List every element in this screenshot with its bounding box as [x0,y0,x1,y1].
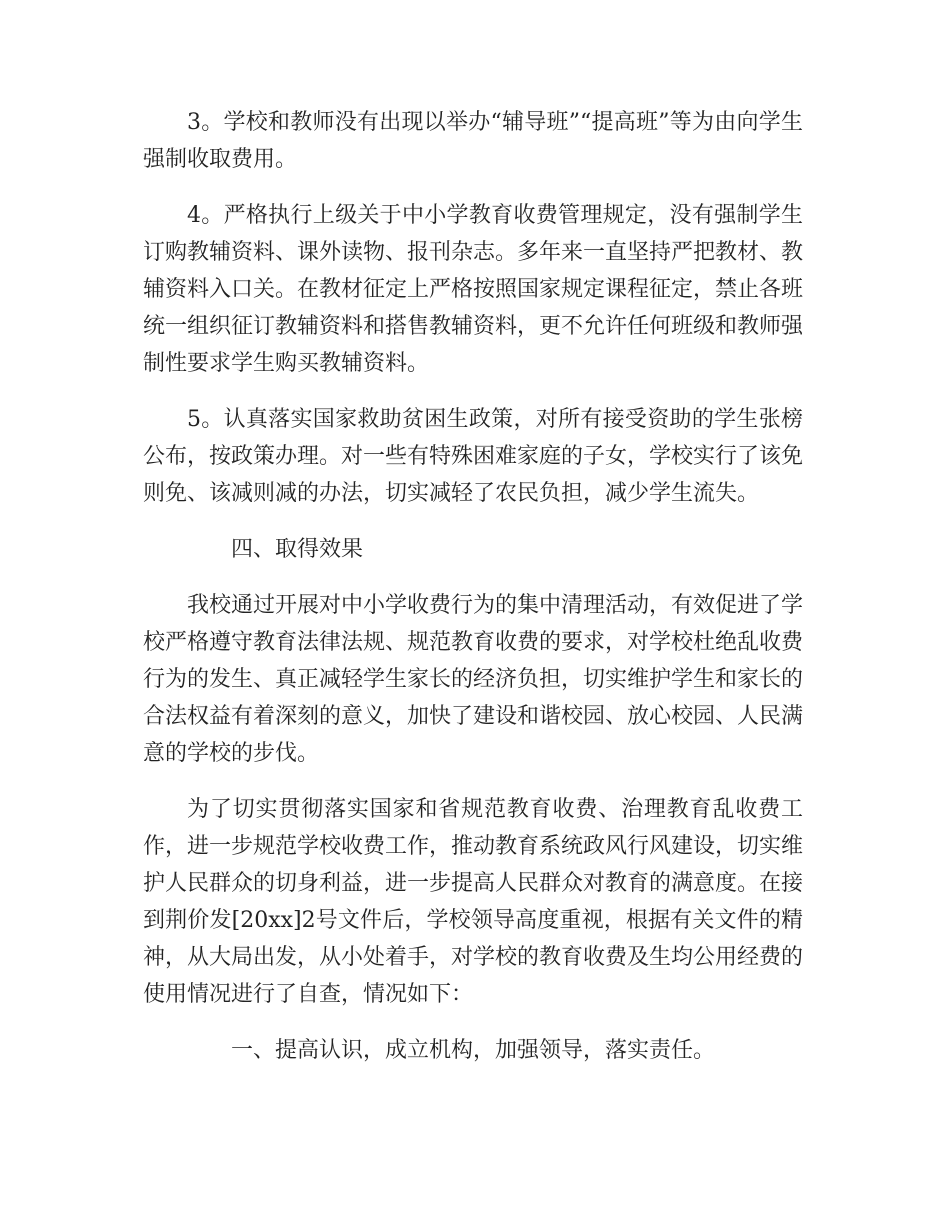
paragraph-item-3: 3。学校和教师没有出现以举办“辅导班”“提高班”等为由向学生强制收取费用。 [143,110,803,172]
paragraph-self-inspection-intro: 为了切实贯彻落实国家和省规范教育收费、治理教育乱收费工作，进一步规范学校收费工作，推动教育系统政风行风建设，切实维护人民群众的切身利益，进一步提高人民群众对教育的满意度。在接到荆价发[20xx]2号文件后，学校领导高度重视，根据有关文件的精神，从大局出发，从小处着手，对学校的教育收费及生均公用经费的使用情况进行了自查，情况如下： [143,797,804,1007]
paragraph-item-5: 5。认真落实国家救助贫困生政策，对所有接受资助的学生张榜公布，按政策办理。对一些有特殊困难家庭的子女，学校实行了该免则免、该减则减的办法，切实减轻了农民负担，减少学生流失。 [143,407,804,506]
section-heading-results: 四、取得效果 [231,537,364,562]
paragraph-results-summary: 我校通过开展对中小学收费行为的集中清理活动，有效促进了学校严格遵守教育法律法规、规范教育收费的要求，对学校杜绝乱收费行为的发生、真正减轻学生家长的经济负担，切实维护学生和家长的合法权益有着深刻的意义，加快了建设和谐校园、放心校园、人民满意的学校的步伐。 [143,593,804,766]
section-heading-awareness: 一、提高认识，成立机构，加强领导，落实责任。 [231,1038,716,1063]
document-body [143,104,803,1088]
paragraph-item-4: 4。严格执行上级关于中小学教育收费管理规定，没有强制学生订购教辅资料、课外读物、报刊杂志。多年来一直坚持严把教材、教辅资料入口关。在教材征定上严格按照国家规定课程征定，禁止各班统一组织征订教辅资料和搭售教辅资料，更不允许任何班级和教师强制性要求学生购买教辅资料。 [143,203,804,376]
